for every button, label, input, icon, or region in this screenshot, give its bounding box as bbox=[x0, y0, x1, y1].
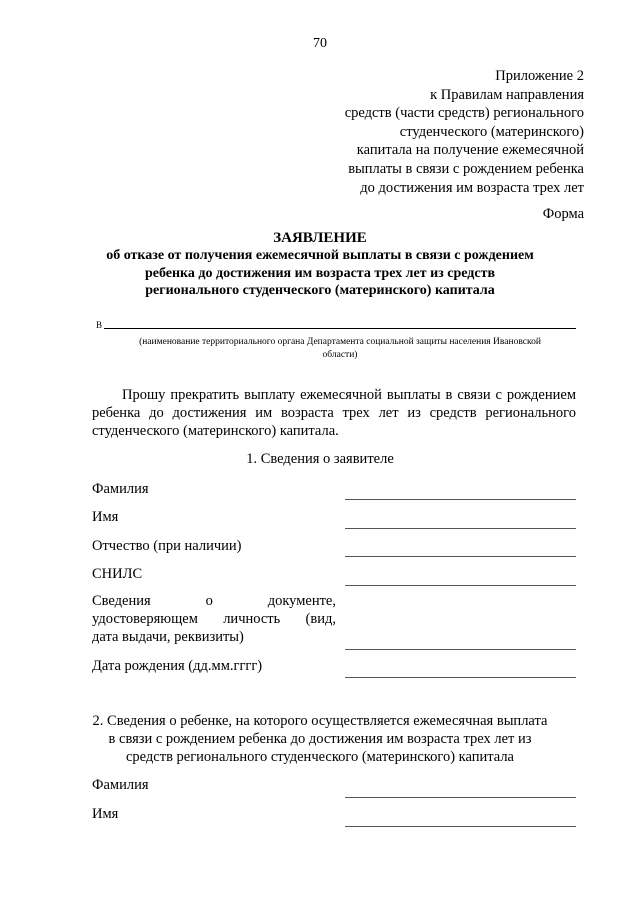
child-surname-label: Фамилия bbox=[92, 777, 149, 793]
addressee-caption-line: (наименование территориального органа Департамента социальной защиты населения Ивановской bbox=[139, 337, 541, 347]
section2-heading-line: 2. Сведения о ребенке, на которого осуществляется ежемесячная выплата bbox=[92, 713, 548, 729]
addressee-prefix: В bbox=[96, 320, 103, 330]
subtitle-line: об отказе от получения ежемесячной выплаты в связи с рождением bbox=[106, 248, 534, 263]
id-document-label-line: дата выдачи, реквизиты) bbox=[92, 629, 244, 645]
appendix-line: выплаты в связи с рождением ребенка bbox=[348, 160, 584, 177]
applicant-snils-label: СНИЛС bbox=[92, 566, 143, 582]
applicant-surname-label: Фамилия bbox=[92, 481, 149, 497]
form-label: Форма bbox=[542, 206, 584, 222]
applicant-id-document-field[interactable] bbox=[345, 649, 576, 650]
child-surname-field[interactable] bbox=[345, 797, 576, 798]
applicant-snils-field[interactable] bbox=[345, 585, 576, 586]
document-subtitle bbox=[0, 247, 640, 300]
section1-heading: 1. Сведения о заявителе bbox=[246, 451, 394, 467]
child-name-field[interactable] bbox=[345, 826, 576, 827]
appendix-line: Приложение 2 bbox=[495, 68, 584, 84]
addressee-caption bbox=[104, 336, 576, 362]
appendix-line: студенческого (материнского) bbox=[399, 123, 584, 140]
addressee-caption-line: области) bbox=[322, 350, 358, 360]
applicant-name-label: Имя bbox=[92, 509, 119, 525]
request-paragraph bbox=[92, 386, 576, 440]
request-line: Прошу прекратить выплату ежемесячной выплаты в связи с рождением bbox=[122, 387, 576, 403]
appendix-line: средств (части средств) регионального bbox=[344, 105, 584, 122]
applicant-surname-field[interactable] bbox=[345, 499, 576, 500]
id-document-label-line: Сведения о документе, bbox=[92, 593, 336, 609]
subtitle-line: ребенка до достижения им возраста трех лет из средств bbox=[144, 265, 496, 281]
appendix-line: до достижения им возраста трех лет bbox=[360, 179, 584, 196]
section2-heading-line: средств регионального студенческого (материнского) капитала bbox=[125, 749, 514, 765]
subtitle-line: регионального студенческого (материнского) капитала bbox=[145, 283, 495, 298]
applicant-patronymic-label: Отчество (при наличии) bbox=[92, 538, 242, 554]
document-title: ЗАЯВЛЕНИЕ bbox=[273, 230, 367, 246]
request-line: студенческого (материнского) капитала. bbox=[92, 423, 339, 439]
applicant-birth-date-field[interactable] bbox=[345, 677, 576, 678]
appendix-line: к Правилам направления bbox=[430, 86, 584, 103]
applicant-birth-date-label: Дата рождения (дд.мм.гггг) bbox=[92, 658, 263, 674]
applicant-name-field[interactable] bbox=[345, 528, 576, 529]
page-number: 70 bbox=[313, 36, 327, 51]
section2-heading bbox=[0, 712, 640, 766]
section2-heading-line: в связи с рождением ребенка до достижения им возраста трех лет из bbox=[108, 731, 532, 747]
applicant-patronymic-field[interactable] bbox=[345, 556, 576, 557]
id-document-label-line: удостоверяющем личность (вид, bbox=[92, 611, 336, 627]
request-line: ребенка до достижения им возраста трех лет из средств регионального bbox=[92, 405, 576, 421]
appendix-line: капитала на получение ежемесячной bbox=[356, 142, 584, 159]
applicant-id-document-label bbox=[92, 592, 336, 646]
appendix-reference bbox=[264, 67, 584, 197]
child-name-label: Имя bbox=[92, 806, 119, 822]
addressee-input-line[interactable] bbox=[104, 328, 576, 329]
